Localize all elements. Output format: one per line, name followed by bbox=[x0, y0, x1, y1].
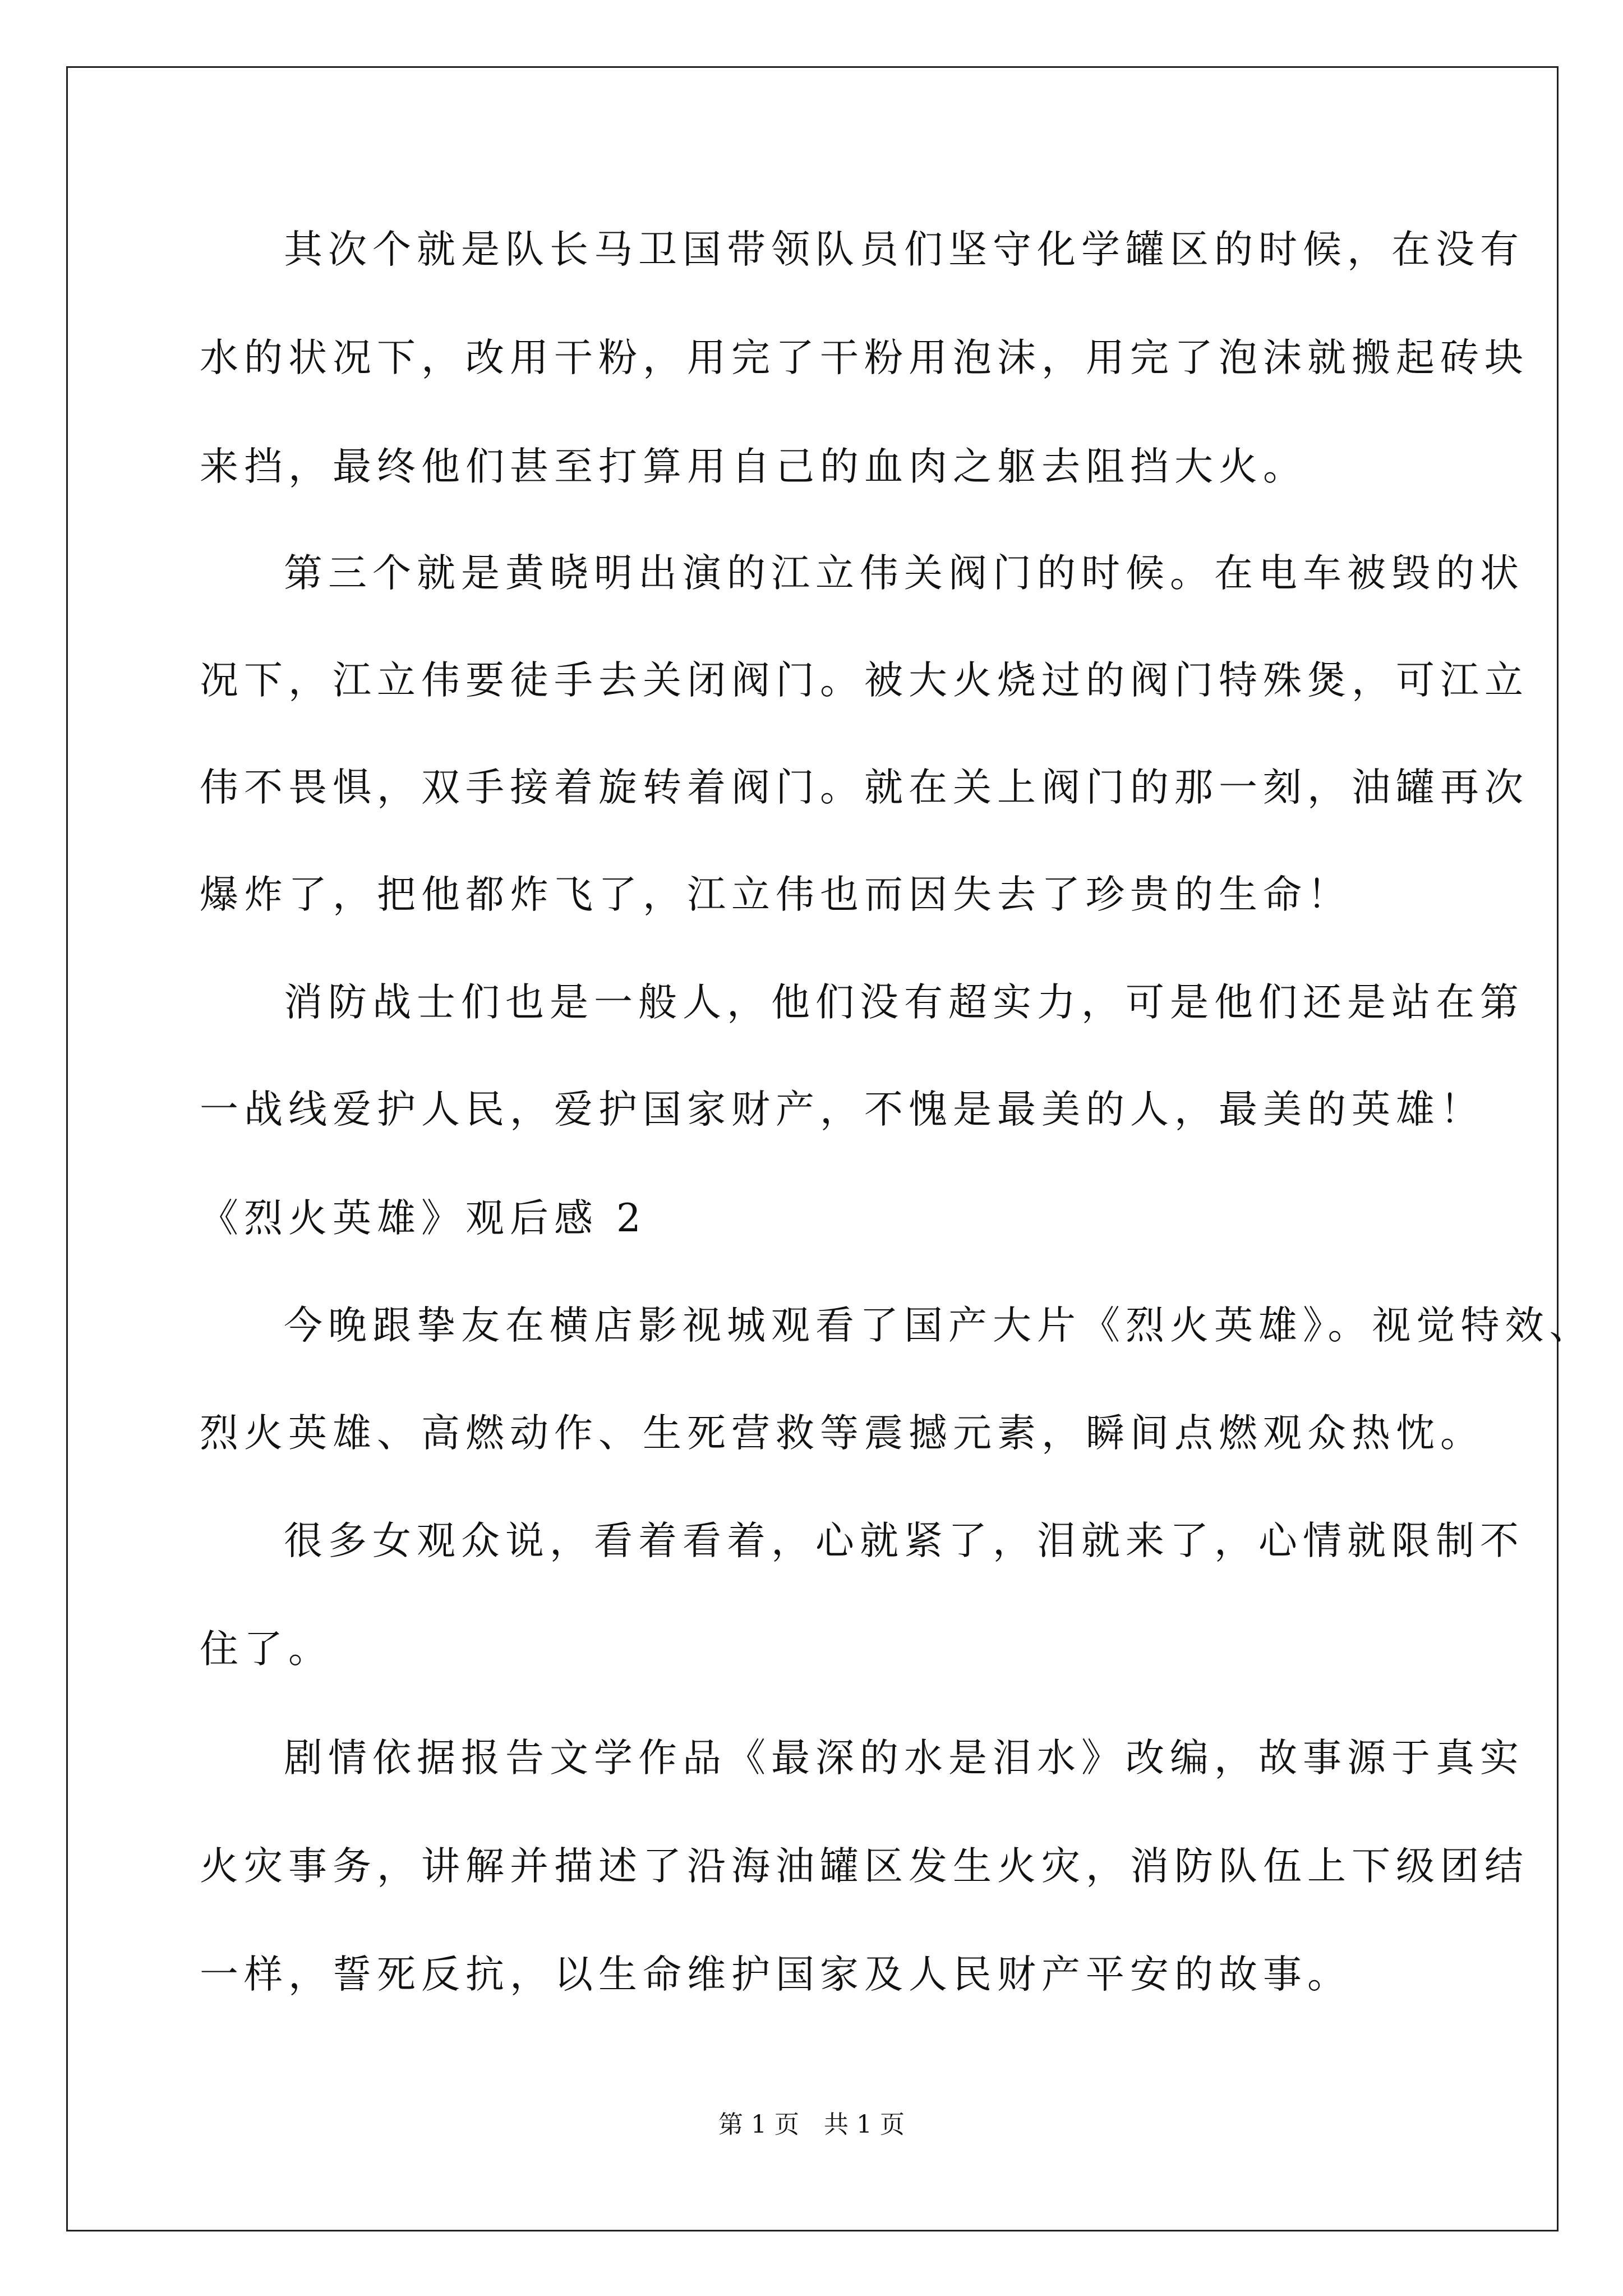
paragraph-6-line-2: 火灾事务，讲解并描述了沿海油罐区发生火灾，消防队伍上下级团结 bbox=[200, 1844, 1529, 1889]
section-heading: 《烈火英雄》观后感 2 bbox=[200, 1196, 647, 1241]
paragraph-4-line-2: 烈火英雄、高燃动作、生死营救等震撼元素，瞬间点燃观众热忱。 bbox=[200, 1411, 1484, 1456]
paragraph-3-line-1: 消防战士们也是一般人，他们没有超实力，可是他们还是站在第 bbox=[284, 980, 1524, 1025]
paragraph-2-line-2: 况下，江立伟要徒手去关闭阀门。被大火烧过的阀门特殊煲，可江立 bbox=[200, 658, 1529, 703]
paragraph-6-line-1: 剧情依据报告文学作品《最深的水是泪水》改编，故事源于真实 bbox=[284, 1736, 1524, 1780]
paragraph-4-line-1: 今晚跟挚友在横店影视城观看了国产大片《烈火英雄》。视觉特效、 bbox=[284, 1303, 1594, 1348]
paragraph-5-line-1: 很多女观众说，看着看着，心就紧了，泪就来了，心情就限制不 bbox=[284, 1519, 1524, 1563]
page-footer: 第 1 页 共 1 页 bbox=[718, 2110, 905, 2139]
paragraph-1-line-2: 水的状况下，改用干粉，用完了干粉用泡沫，用完了泡沫就搬起砖块 bbox=[200, 335, 1529, 380]
paragraph-2-line-3: 伟不畏惧，双手接着旋转着阀门。就在关上阀门的那一刻，油罐再次 bbox=[200, 765, 1529, 810]
paragraph-2-line-4: 爆炸了，把他都炸飞了，江立伟也而因失去了珍贵的生命！ bbox=[200, 872, 1352, 917]
paragraph-1-line-3: 来挡，最终他们甚至打算用自己的血肉之躯去阻挡大火。 bbox=[200, 444, 1307, 489]
paragraph-1-line-1: 其次个就是队长马卫国带领队员们坚守化学罐区的时候，在没有 bbox=[284, 227, 1524, 272]
paragraph-5-line-2: 住了。 bbox=[200, 1627, 333, 1672]
paragraph-3-line-2: 一战线爱护人民，爱护国家财产，不愧是最美的人，最美的英雄！ bbox=[200, 1087, 1484, 1132]
paragraph-2-line-1: 第三个就是黄晓明出演的江立伟关阀门的时候。在电车被毁的状 bbox=[284, 551, 1524, 596]
page-border bbox=[66, 66, 1559, 2231]
paragraph-6-line-3: 一样，誓死反抗，以生命维护国家及人民财产平安的故事。 bbox=[200, 1952, 1352, 1997]
